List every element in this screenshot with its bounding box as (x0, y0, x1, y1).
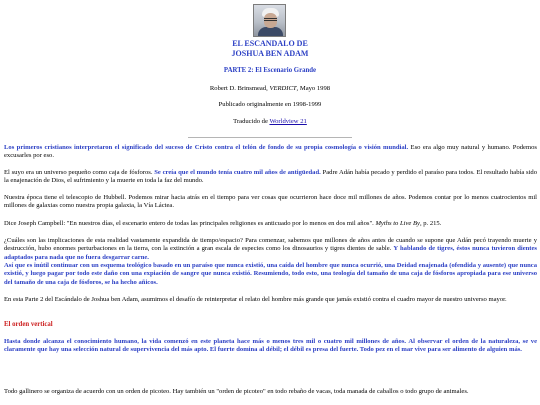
byline-author: Robert D. Brinsmead, (209, 85, 270, 92)
p2-text-start: El suyo era un universo pequeño como caja de fósforos. (4, 169, 155, 176)
p5-emphasis: Y hablando de tigres, éstos nunca tuvieron dientes adaptados para nada que no fuera desgarrar carne. (4, 245, 537, 261)
paragraph-6: Así que es inútil continuar con un esquema teológico basado en un paraíso que nunca existió, una caída del hombre que nunca ocurrió, una Deidad enajenada (ofendida y ausente) que nunca existió, y luego pagar por todo este daño con una expiación de sangre que nunca existió. Resumiendo, todo esto, una teología del tamaño de una caja de fósforos apropiada para ese universo del tamaño de una caja de fósforos, se ha hecho añicos. (4, 262, 537, 286)
paragraph-8: Hasta donde alcanza el conocimiento humano, la vida comenzó en este planeta hace más o menos tres mil o cuatro mil millones de años. Al observar el orden de la naturaleza, se ve claramente que hay una selección natural de supervivencia del más apto. El fuerte domina al débil; el débil es presa del fuerte. Todo pez en el mar vive para ser alimento de alguien más. (4, 338, 537, 354)
paragraph-1 (4, 144, 537, 161)
byline-publication: VERDICT (269, 85, 297, 92)
paragraph-4 (4, 220, 537, 228)
part-subtitle: PARTE 2: El Escenario Grande (223, 67, 317, 74)
p1-text: Eso era algo muy natural y humano. Podemos excusarles por eso. (4, 144, 537, 160)
paragraph-5 (4, 237, 537, 262)
translated-prefix: Traducido de (233, 118, 270, 125)
title-line-2: JOSHUA BEN ADAM (231, 48, 309, 58)
p1-emphasis: Los primeros cristianos interpretaron el significado del suceso de Cristo contra el telón de fondo de su propia cosmología o visión mundial. (4, 144, 409, 151)
worldview-21-link[interactable]: Worldview 21 (269, 118, 307, 125)
title-line-1: EL ESCANDALO DE (232, 39, 308, 48)
horizontal-rule (188, 137, 352, 138)
p4-book-title: Myths to Live By (375, 220, 420, 227)
p5-text: ¿Cuáles son las implicaciones de esta realidad vastamente expandida de tiempo/espacio? Para comenzar, sabemos que millones de años antes de cuando se supone que Adán pecó trayendo muerte y destrucción, hubo enormes perturbaciones en la tierra, con la extinción a gran escala de especies como los dinosaurios y tigres dientes de sable. (4, 237, 537, 253)
section-heading-vertical-order: El orden vertical (4, 321, 53, 328)
article-title (0, 39, 540, 58)
byline (0, 85, 540, 93)
paragraph-7: En esta Parte 2 del Escándalo de Joshua ben Adam, asumimos el desafío de reinterpretar el relato del hombre más grande que jamás existió contra el cuadro mayor de nuestro universo mayor. (4, 296, 507, 303)
published-note: Publicado originalmente en 1998-1999 (218, 101, 322, 108)
paragraph-3: Nuestra época tiene el telescopio de Hubbell. Podemos mirar hacia atrás en el tiempo para ver cosas que ocurrieron hace doce mil millones de años. Podemos contar por lo menos cuatrocientos mil millones de galaxias como nuestra propia galaxia, la Vía Láctea. (4, 194, 537, 210)
translation-note (0, 118, 540, 126)
paragraph-2 (4, 169, 537, 186)
p2-text: Padre Adán había pecado y perdido el paraíso para todos. El resultado había sido la enajenación de Dios, el sufrimiento y la muerte en toda la faz del mundo. (4, 169, 537, 185)
p4-text: , p. 215. (419, 220, 442, 227)
p4-text-start: Dice Joseph Campbell: "En nuestros días, el escenario entero de todas las principales religiones es anticuado por lo menos en dos mil años". (4, 220, 376, 227)
p2-emphasis: Se creía que el mundo tenía cuatro mil años de antigüedad. (154, 169, 321, 176)
photo-shoulders (258, 27, 283, 37)
byline-date: , Mayo 1998 (296, 85, 331, 92)
author-photo (253, 4, 286, 37)
photo-glasses (264, 18, 277, 21)
paragraph-9: Todo gallinero se organiza de acuerdo con un orden de picoteo. Hay también un "orden de picoteo" en todo rebaño de vacas, toda manada de caballos o todo grupo de animales. (4, 388, 469, 395)
